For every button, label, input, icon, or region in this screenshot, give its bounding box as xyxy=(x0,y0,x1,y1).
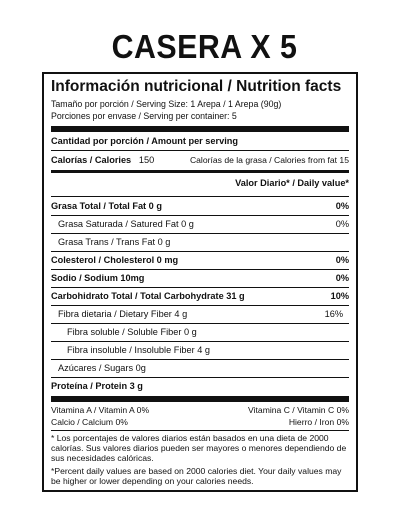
divider xyxy=(51,287,349,288)
divider-thick xyxy=(51,396,349,402)
divider xyxy=(51,269,349,270)
divider xyxy=(51,150,349,151)
calories-from-fat: Calorías de la grasa / Calories from fat 15 xyxy=(189,155,349,165)
divider xyxy=(51,341,349,342)
serving-size: Tamaño por porción / Serving Size: 1 Arepa / 1 Arepa (90g) xyxy=(51,99,282,109)
divider xyxy=(51,196,349,197)
nutrition-facts-label: Información nutricional / Nutrition facts Tamaño por porción / Serving Size: 1 Arepa / 1 Arepa (90g) Porciones por envase / Serving per container: 5 Cantidad por porción / Amount per serving Calorías / Calories 150 Calorías de la grasa / Calories from fat 15 Valor Diario* / Daily value* Grasa Total / Total Fat 0 g 0% Grasa Saturada / Satured Fat 0 g 0% Grasa Trans / Trans Fat 0 g Colesterol / Cholesterol 0 mg 0% Sodio / Sodium 10mg 0% Carbohidrato Total / Total Carbohydrate 31 g 10% Fibra dietaria / Dietary Fiber 4 g 16% Fibra soluble / Soluble Fiber 0 g Fibra insoluble / Insoluble Fiber 4 g Azúcares / Sugars 0g Proteína / Protein 3 g Vitamina A / Vitamin A 0% Vitamina C / Vitamin C 0% Calcio / Calcium 0% Hierro / Iron 0% * Los porcentajes de valores diarios están basados en una dieta de 2000 calorías. Sus valores diarios pueden ser mayores o menores dependiendo de sus necesidades calóricas. *Percent daily values are based on 2000 calories diet. Your daily values may be higher or lower depending on your calories needs. xyxy=(42,72,358,492)
divider xyxy=(51,233,349,234)
divider-medium xyxy=(51,170,349,173)
vitamin-c: Vitamina C / Vitamin C 0% xyxy=(248,405,349,415)
divider xyxy=(51,215,349,216)
footnote-spanish: * Los porcentajes de valores diarios están basados en una dieta de 2000 calorías. Sus valores diarios pueden ser mayores o menores dependiendo de sus necesidades calóricas. xyxy=(51,433,347,463)
divider xyxy=(51,323,349,324)
iron: Hierro / Iron 0% xyxy=(288,417,349,427)
product-title: CASERA X 5 xyxy=(111,28,298,65)
vitamin-a: Vitamina A / Vitamin A 0% xyxy=(51,405,150,415)
calcium: Calcio / Calcium 0% xyxy=(51,417,128,427)
divider xyxy=(51,305,349,306)
calories-value: 150 xyxy=(138,155,155,165)
calories-label: Calorías / Calories xyxy=(51,155,132,165)
divider xyxy=(51,359,349,360)
divider xyxy=(51,377,349,378)
divider-thick xyxy=(51,126,349,132)
footnote-english: *Percent daily values are based on 2000 calories diet. Your daily values may be higher or lower depending on your calories needs. xyxy=(51,466,342,486)
label-title: Información nutricional / Nutrition facts xyxy=(51,78,342,95)
divider xyxy=(51,251,349,252)
servings-per-container: Porciones por envase / Serving per container: 5 xyxy=(51,111,237,121)
divider xyxy=(51,430,349,431)
